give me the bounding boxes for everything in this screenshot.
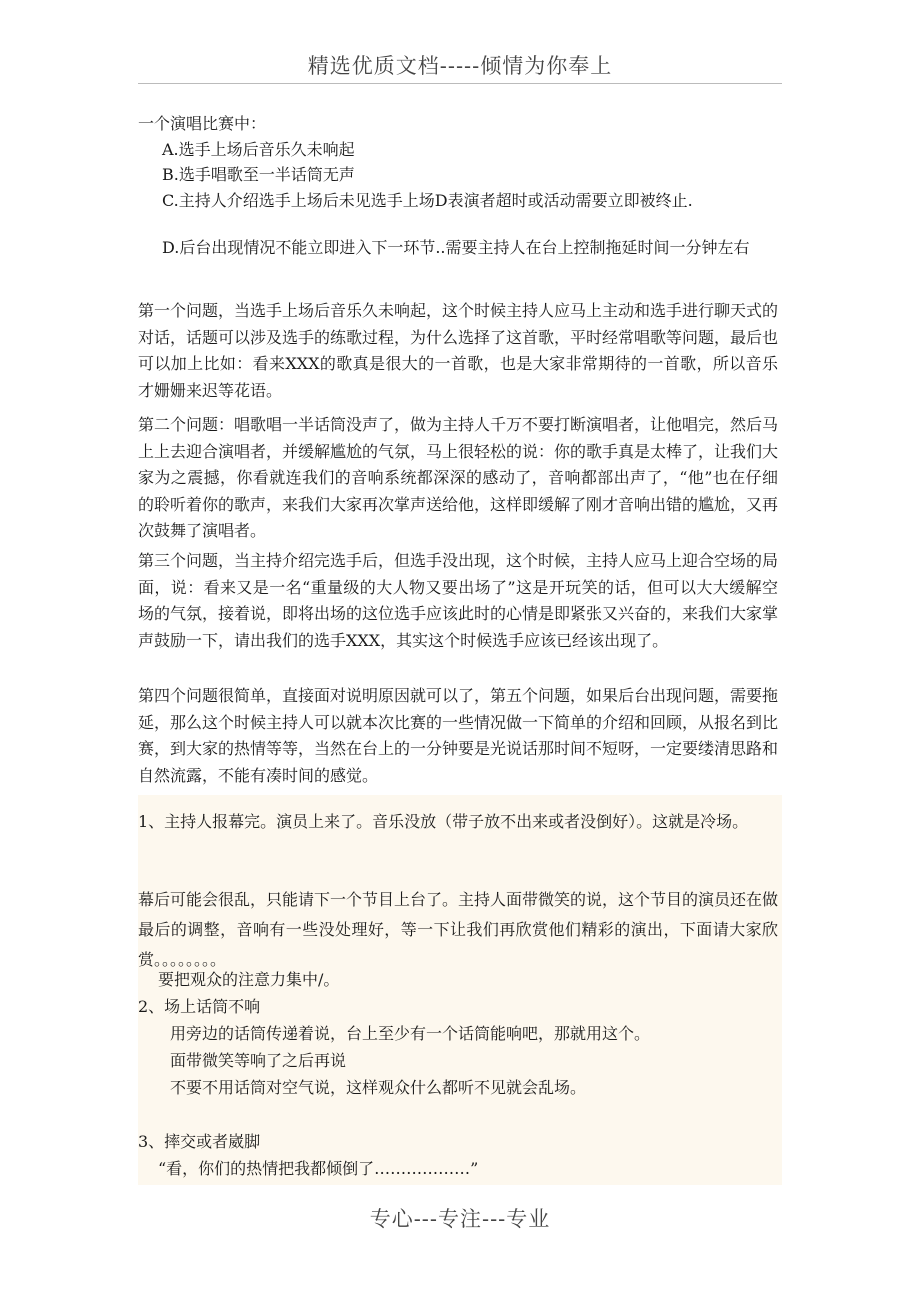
section-3-heading: 3、摔交或者崴脚 [138, 1132, 261, 1151]
note-2: 幕后可能会很乱，只能请下一个节目上台了。主持人面带微笑的说，这个节目的演员还在做最后的调整，音响有一些没处理好，等一下让我们再欣赏他们精彩的演出，下面请大家欣赏。。。。。。。。 [138, 890, 779, 969]
intro-item-c: C.主持人介绍选手上场后未见选手上场D表演者超时或活动需要立即被终止. [162, 191, 693, 210]
paragraph-2: 第二个问题：唱歌唱一半话筒没声了，做为主持人千万不要打断演唱者，让他唱完，然后马上上去迎合演唱者，并缓解尴尬的气氛，马上很轻松的说：你的歌手真是太棒了，让我们大家为之震撼，你看就连我们的音响系统都深深的感动了，音响都部出声了，“他”也在仔细的聆听着你的歌声，来我们大家再次掌声送给他，这样即缓解了刚才音响出错的尴尬，又再次鼓舞了演唱者。 [138, 415, 779, 540]
intro-item-b: B.选手唱歌至一半话筒无声 [162, 165, 355, 184]
header-divider [138, 83, 782, 84]
section-2-line-3: 不要不用话筒对空气说，这样观众什么都听不见就会乱场。 [170, 1078, 587, 1097]
intro-item-a: A.选手上场后音乐久未响起 [162, 140, 355, 159]
intro-heading: 一个演唱比赛中： [138, 114, 267, 133]
page-header: 精选优质文档-----倾情为你奉上 [307, 54, 613, 78]
note-3: 要把观众的注意力集中/。 [158, 970, 340, 989]
intro-item-d: D.后台出现情况不能立即进入下一环节..需要主持人在台上控制拖延时间一分钟左右 [162, 238, 750, 257]
section-2-line-2: 面带微笑等响了之后再说 [170, 1051, 347, 1070]
paragraph-4: 第四个问题很简单，直接面对说明原因就可以了，第五个问题，如果后台出现问题，需要拖延，那么这个时候主持人可以就本次比赛的一些情况做一下简单的介绍和回顾，从报名到比赛，到大家的热情等等，当然在台上的一分钟要是光说话那时间不短呀，一定要缕清思路和自然流露，不能有凑时间的感觉。 [138, 686, 779, 785]
page-footer: 专心---专注---专业 [369, 1207, 551, 1231]
section-2-heading: 2、场上话筒不响 [138, 997, 261, 1016]
section-3-line-1: “看，你们的热情把我都倾倒了………………” [158, 1159, 479, 1178]
note-1: 1、主持人报幕完。演员上来了。音乐没放（带子放不出来或者没倒好）。这就是冷场。 [138, 812, 749, 831]
section-2-line-1: 用旁边的话筒传递着说，台上至少有一个话筒能响吧，那就用这个。 [170, 1024, 651, 1043]
paragraph-1: 第一个问题，当选手上场后音乐久未响起，这个时候主持人应马上主动和选手进行聊天式的对话，话题可以涉及选手的练歌过程，为什么选择了这首歌，平时经常唱歌等问题，最后也可以加上比如：看来XXX的歌真是很大的一首歌，也是大家非常期待的一首歌，所以音乐才姗姗来迟等花语。 [138, 301, 779, 400]
paragraph-3: 第三个问题，当主持介绍完选手后，但选手没出现，这个时候，主持人应马上迎合空场的局面，说：看来又是一名“重量级的大人物又要出场了”这是开玩笑的话，但可以大大缓解空场的气氛，接着说，即将出场的这位选手应该此时的心情是即紧张又兴奋的，来我们大家掌声鼓励一下，请出我们的选手XXX，其实这个时候选手应该已经该出现了。 [138, 551, 779, 650]
